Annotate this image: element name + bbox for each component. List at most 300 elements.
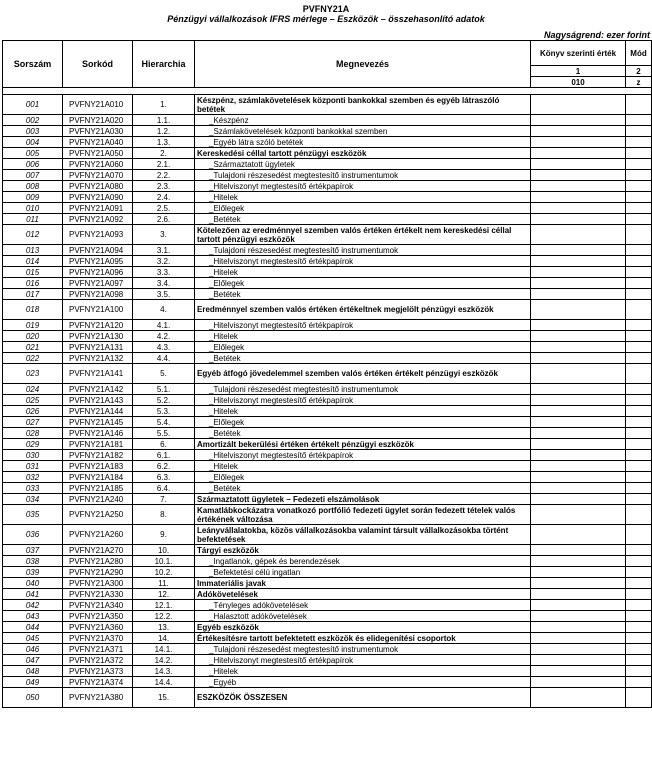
row-megnevezes: _Egyéb xyxy=(195,677,531,688)
row-sorkod: PVFNY21A371 xyxy=(63,644,133,655)
row-konyv-value[interactable] xyxy=(531,505,626,525)
row-mod-value[interactable] xyxy=(626,406,652,417)
row-mod-value[interactable] xyxy=(626,525,652,545)
row-sorszam: 046 xyxy=(3,644,63,655)
table-row xyxy=(3,320,652,331)
table-row xyxy=(3,395,652,406)
row-sorkod: PVFNY21A330 xyxy=(63,589,133,600)
row-mod-value[interactable] xyxy=(626,395,652,406)
row-konyv-value[interactable] xyxy=(531,622,626,633)
table-row xyxy=(3,589,652,600)
row-mod-value[interactable] xyxy=(626,115,652,126)
table-row xyxy=(3,450,652,461)
row-mod-value[interactable] xyxy=(626,278,652,289)
row-sorkod: PVFNY21A093 xyxy=(63,225,133,245)
row-sorkod: PVFNY21A091 xyxy=(63,203,133,214)
table-row xyxy=(3,300,652,320)
row-hierarchia: 4.3. xyxy=(133,342,195,353)
row-sorszam: 014 xyxy=(3,256,63,267)
row-konyv-value[interactable] xyxy=(531,95,626,115)
row-sorkod: PVFNY21A141 xyxy=(63,364,133,384)
row-sorkod: PVFNY21A145 xyxy=(63,417,133,428)
row-megnevezes: _Előlegek xyxy=(195,472,531,483)
row-megnevezes: Értékesítésre tartott befektetett eszközök és elidegenítési csoportok xyxy=(195,633,531,644)
row-konyv-value[interactable] xyxy=(531,126,626,137)
row-mod-value[interactable] xyxy=(626,331,652,342)
row-sorkod: PVFNY21A030 xyxy=(63,126,133,137)
row-konyv-value[interactable] xyxy=(531,611,626,622)
row-mod-value[interactable] xyxy=(626,600,652,611)
row-konyv-value[interactable] xyxy=(531,395,626,406)
row-hierarchia: 6.2. xyxy=(133,461,195,472)
row-konyv-value[interactable] xyxy=(531,545,626,556)
col-header-sorkod: Sorkód xyxy=(63,41,133,88)
row-mod-value[interactable] xyxy=(626,450,652,461)
row-megnevezes: _Betétek xyxy=(195,214,531,225)
table-row xyxy=(3,364,652,384)
row-konyv-value[interactable] xyxy=(531,472,626,483)
row-mod-value[interactable] xyxy=(626,461,652,472)
row-sorkod: PVFNY21A094 xyxy=(63,245,133,256)
col-num-mod: 2 xyxy=(626,66,652,77)
table-row xyxy=(3,214,652,225)
row-sorkod: PVFNY21A060 xyxy=(63,159,133,170)
table-row xyxy=(3,578,652,589)
row-mod-value[interactable] xyxy=(626,417,652,428)
row-konyv-value[interactable] xyxy=(531,342,626,353)
row-megnevezes: Amortizált bekerülési értéken értékelt pénzügyi eszközök xyxy=(195,439,531,450)
row-konyv-value[interactable] xyxy=(531,115,626,126)
row-megnevezes: Egyéb eszközök xyxy=(195,622,531,633)
row-hierarchia: 1.2. xyxy=(133,126,195,137)
row-mod-value[interactable] xyxy=(626,267,652,278)
row-sorszam: 018 xyxy=(3,300,63,320)
row-mod-value[interactable] xyxy=(626,192,652,203)
row-mod-value[interactable] xyxy=(626,556,652,567)
row-hierarchia: 9. xyxy=(133,525,195,545)
row-hierarchia: 13. xyxy=(133,622,195,633)
row-sorszam: 019 xyxy=(3,320,63,331)
row-hierarchia: 1. xyxy=(133,95,195,115)
row-hierarchia: 4.1. xyxy=(133,320,195,331)
table-row xyxy=(3,644,652,655)
row-sorkod: PVFNY21A080 xyxy=(63,181,133,192)
row-mod-value[interactable] xyxy=(626,126,652,137)
row-hierarchia: 6.1. xyxy=(133,450,195,461)
row-konyv-value[interactable] xyxy=(531,148,626,159)
row-hierarchia: 4. xyxy=(133,300,195,320)
row-sorszam: 025 xyxy=(3,395,63,406)
row-sorszam: 037 xyxy=(3,545,63,556)
row-sorszam: 036 xyxy=(3,525,63,545)
row-konyv-value[interactable] xyxy=(531,655,626,666)
row-mod-value[interactable] xyxy=(626,256,652,267)
row-sorkod: PVFNY21A098 xyxy=(63,289,133,300)
col-num-konyv: 1 xyxy=(531,66,626,77)
col-code-konyv: 010 xyxy=(531,77,626,88)
row-megnevezes: _Tulajdoni részesedést megtestesítő instrumentumok xyxy=(195,170,531,181)
row-megnevezes: _Tulajdoni részesedést megtestesítő instrumentumok xyxy=(195,384,531,395)
row-megnevezes: _Egyéb látra szóló betétek xyxy=(195,137,531,148)
row-sorkod: PVFNY21A095 xyxy=(63,256,133,267)
table-row xyxy=(3,483,652,494)
row-sorszam: 038 xyxy=(3,556,63,567)
row-sorkod: PVFNY21A090 xyxy=(63,192,133,203)
row-konyv-value[interactable] xyxy=(531,483,626,494)
row-sorszam: 033 xyxy=(3,483,63,494)
row-mod-value[interactable] xyxy=(626,159,652,170)
row-konyv-value[interactable] xyxy=(531,364,626,384)
row-hierarchia: 3.4. xyxy=(133,278,195,289)
row-konyv-value[interactable] xyxy=(531,589,626,600)
row-konyv-value[interactable] xyxy=(531,406,626,417)
table-row xyxy=(3,633,652,644)
row-konyv-value[interactable] xyxy=(531,556,626,567)
row-megnevezes: _Hitelek xyxy=(195,666,531,677)
row-konyv-value[interactable] xyxy=(531,289,626,300)
row-konyv-value[interactable] xyxy=(531,170,626,181)
row-mod-value[interactable] xyxy=(626,677,652,688)
row-mod-value[interactable] xyxy=(626,428,652,439)
row-hierarchia: 5.2. xyxy=(133,395,195,406)
row-megnevezes: _Halasztott adókövetelések xyxy=(195,611,531,622)
row-sorkod: PVFNY21A092 xyxy=(63,214,133,225)
row-sorszam: 007 xyxy=(3,170,63,181)
row-hierarchia: 5.1. xyxy=(133,384,195,395)
table-row xyxy=(3,245,652,256)
table-row xyxy=(3,181,652,192)
table-row xyxy=(3,525,652,545)
row-megnevezes: Egyéb átfogó jövedelemmel szemben valós értéken értékelt pénzügyi eszközök xyxy=(195,364,531,384)
row-hierarchia: 5. xyxy=(133,364,195,384)
row-sorszam: 027 xyxy=(3,417,63,428)
table-row xyxy=(3,192,652,203)
row-sorkod: PVFNY21A374 xyxy=(63,677,133,688)
row-sorkod: PVFNY21A340 xyxy=(63,600,133,611)
row-mod-value[interactable] xyxy=(626,578,652,589)
row-mod-value[interactable] xyxy=(626,214,652,225)
header-spacer xyxy=(3,88,652,95)
table-row xyxy=(3,225,652,245)
row-hierarchia: 12.1. xyxy=(133,600,195,611)
row-sorszam: 045 xyxy=(3,633,63,644)
table-row xyxy=(3,256,652,267)
row-sorszam: 026 xyxy=(3,406,63,417)
row-mod-value[interactable] xyxy=(626,245,652,256)
table-row xyxy=(3,666,652,677)
row-sorkod: PVFNY21A100 xyxy=(63,300,133,320)
row-megnevezes: _Betétek xyxy=(195,353,531,364)
row-hierarchia: 5.3. xyxy=(133,406,195,417)
row-hierarchia: 5.5. xyxy=(133,428,195,439)
row-megnevezes: _Készpénz xyxy=(195,115,531,126)
row-megnevezes: _Hitelviszonyt megtestesítő értékpapírok xyxy=(195,450,531,461)
row-mod-value[interactable] xyxy=(626,289,652,300)
row-mod-value[interactable] xyxy=(626,545,652,556)
table-row xyxy=(3,342,652,353)
row-konyv-value[interactable] xyxy=(531,137,626,148)
table-row xyxy=(3,267,652,278)
row-sorszam: 021 xyxy=(3,342,63,353)
row-konyv-value[interactable] xyxy=(531,578,626,589)
row-mod-value[interactable] xyxy=(626,505,652,525)
row-megnevezes: _Hitelviszonyt megtestesítő értékpapírok xyxy=(195,395,531,406)
row-sorkod: PVFNY21A097 xyxy=(63,278,133,289)
table-row xyxy=(3,159,652,170)
row-konyv-value[interactable] xyxy=(531,450,626,461)
row-konyv-value[interactable] xyxy=(531,245,626,256)
row-konyv-value[interactable] xyxy=(531,300,626,320)
row-hierarchia: 6.3. xyxy=(133,472,195,483)
row-megnevezes: _Hitelek xyxy=(195,461,531,472)
row-sorszam: 004 xyxy=(3,137,63,148)
row-sorkod: PVFNY21A130 xyxy=(63,331,133,342)
row-sorszam: 040 xyxy=(3,578,63,589)
row-konyv-value[interactable] xyxy=(531,384,626,395)
row-hierarchia: 2.6. xyxy=(133,214,195,225)
table-row xyxy=(3,126,652,137)
row-sorszam: 001 xyxy=(3,95,63,115)
row-sorszam: 003 xyxy=(3,126,63,137)
row-sorszam: 043 xyxy=(3,611,63,622)
row-mod-value[interactable] xyxy=(626,203,652,214)
row-sorszam: 013 xyxy=(3,245,63,256)
row-sorkod: PVFNY21A040 xyxy=(63,137,133,148)
row-hierarchia: 10. xyxy=(133,545,195,556)
row-hierarchia: 5.4. xyxy=(133,417,195,428)
row-mod-value[interactable] xyxy=(626,633,652,644)
row-konyv-value[interactable] xyxy=(531,494,626,505)
row-hierarchia: 14.4. xyxy=(133,677,195,688)
row-megnevezes: Eredménnyel szemben valós értéken értékeltnek megjelölt pénzügyi eszközök xyxy=(195,300,531,320)
table-row xyxy=(3,353,652,364)
row-hierarchia: 4.4. xyxy=(133,353,195,364)
row-sorszam: 030 xyxy=(3,450,63,461)
row-sorkod: PVFNY21A300 xyxy=(63,578,133,589)
row-sorkod: PVFNY21A146 xyxy=(63,428,133,439)
row-sorkod: PVFNY21A131 xyxy=(63,342,133,353)
row-konyv-value[interactable] xyxy=(531,677,626,688)
row-mod-value[interactable] xyxy=(626,181,652,192)
row-mod-value[interactable] xyxy=(626,611,652,622)
row-mod-value[interactable] xyxy=(626,170,652,181)
row-mod-value[interactable] xyxy=(626,666,652,677)
table-row xyxy=(3,289,652,300)
row-sorkod: PVFNY21A290 xyxy=(63,567,133,578)
row-hierarchia: 14. xyxy=(133,633,195,644)
table-row xyxy=(3,494,652,505)
row-megnevezes: ESZKÖZÖK ÖSSZESEN xyxy=(195,688,531,708)
row-megnevezes: Származtatott ügyletek – Fedezeti elszámolások xyxy=(195,494,531,505)
row-sorszam: 031 xyxy=(3,461,63,472)
row-megnevezes: _Ingatlanok, gépek és berendezések xyxy=(195,556,531,567)
row-mod-value[interactable] xyxy=(626,655,652,666)
row-konyv-value[interactable] xyxy=(531,278,626,289)
row-mod-value[interactable] xyxy=(626,567,652,578)
row-sorkod: PVFNY21A183 xyxy=(63,461,133,472)
table-row xyxy=(3,545,652,556)
row-konyv-value[interactable] xyxy=(531,331,626,342)
unit-label: Nagyságrend: ezer forint xyxy=(543,30,650,40)
row-konyv-value[interactable] xyxy=(531,225,626,245)
row-sorszam: 029 xyxy=(3,439,63,450)
row-sorkod: PVFNY21A370 xyxy=(63,633,133,644)
row-megnevezes: _Tényleges adókövetelések xyxy=(195,600,531,611)
table-row xyxy=(3,170,652,181)
table-row xyxy=(3,688,652,708)
row-hierarchia: 11. xyxy=(133,578,195,589)
row-hierarchia: 2.5. xyxy=(133,203,195,214)
row-konyv-value[interactable] xyxy=(531,320,626,331)
row-mod-value[interactable] xyxy=(626,364,652,384)
row-hierarchia: 3. xyxy=(133,225,195,245)
row-sorszam: 015 xyxy=(3,267,63,278)
row-mod-value[interactable] xyxy=(626,320,652,331)
row-mod-value[interactable] xyxy=(626,95,652,115)
row-megnevezes: _Hitelviszonyt megtestesítő értékpapírok xyxy=(195,256,531,267)
row-megnevezes: Kötelezően az eredménnyel szemben valós értéken értékelt nem kereskedési céllal tartott pénzügyi eszközök xyxy=(195,225,531,245)
col-header-konyv: Könyv szerinti érték xyxy=(531,41,626,66)
row-hierarchia: 2. xyxy=(133,148,195,159)
row-hierarchia: 14.1. xyxy=(133,644,195,655)
row-hierarchia: 12.2. xyxy=(133,611,195,622)
row-megnevezes: _Hitelviszonyt megtestesítő értékpapírok xyxy=(195,181,531,192)
table-row xyxy=(3,439,652,450)
row-sorkod: PVFNY21A380 xyxy=(63,688,133,708)
row-sorszam: 005 xyxy=(3,148,63,159)
row-konyv-value[interactable] xyxy=(531,203,626,214)
row-sorszam: 012 xyxy=(3,225,63,245)
row-megnevezes: Adókövetelések xyxy=(195,589,531,600)
row-hierarchia: 14.3. xyxy=(133,666,195,677)
row-sorkod: PVFNY21A144 xyxy=(63,406,133,417)
row-megnevezes: _Előlegek xyxy=(195,203,531,214)
row-megnevezes: _Betétek xyxy=(195,483,531,494)
row-mod-value[interactable] xyxy=(626,137,652,148)
row-megnevezes: Tárgyi eszközök xyxy=(195,545,531,556)
row-megnevezes: _Hitelek xyxy=(195,192,531,203)
row-sorszam: 048 xyxy=(3,666,63,677)
col-header-hierarchia: Hierarchia xyxy=(133,41,195,88)
row-megnevezes: _Előlegek xyxy=(195,278,531,289)
row-mod-value[interactable] xyxy=(626,622,652,633)
row-hierarchia: 8. xyxy=(133,505,195,525)
row-konyv-value[interactable] xyxy=(531,666,626,677)
table-row xyxy=(3,95,652,115)
row-konyv-value[interactable] xyxy=(531,192,626,203)
row-konyv-value[interactable] xyxy=(531,600,626,611)
row-megnevezes: _Tulajdoni részesedést megtestesítő instrumentumok xyxy=(195,644,531,655)
row-mod-value[interactable] xyxy=(626,225,652,245)
row-hierarchia: 2.2. xyxy=(133,170,195,181)
row-konyv-value[interactable] xyxy=(531,567,626,578)
row-konyv-value[interactable] xyxy=(531,428,626,439)
form-subtitle: Pénzügyi vállalkozások IFRS mérlege – Eszközök – összehasonlító adatok xyxy=(167,14,485,24)
row-konyv-value[interactable] xyxy=(531,267,626,278)
row-hierarchia: 10.1. xyxy=(133,556,195,567)
row-megnevezes: _Befektetési célú ingatlan xyxy=(195,567,531,578)
row-sorkod: PVFNY21A270 xyxy=(63,545,133,556)
row-sorszam: 050 xyxy=(3,688,63,708)
row-megnevezes: _Hitelek xyxy=(195,406,531,417)
row-konyv-value[interactable] xyxy=(531,439,626,450)
row-konyv-value[interactable] xyxy=(531,525,626,545)
row-sorszam: 008 xyxy=(3,181,63,192)
row-sorszam: 016 xyxy=(3,278,63,289)
row-konyv-value[interactable] xyxy=(531,159,626,170)
row-sorszam: 028 xyxy=(3,428,63,439)
row-hierarchia: 3.5. xyxy=(133,289,195,300)
row-sorkod: PVFNY21A050 xyxy=(63,148,133,159)
row-konyv-value[interactable] xyxy=(531,214,626,225)
row-mod-value[interactable] xyxy=(626,342,652,353)
row-mod-value[interactable] xyxy=(626,300,652,320)
row-sorszam: 041 xyxy=(3,589,63,600)
row-sorkod: PVFNY21A185 xyxy=(63,483,133,494)
row-hierarchia: 12. xyxy=(133,589,195,600)
row-konyv-value[interactable] xyxy=(531,688,626,708)
table-row xyxy=(3,677,652,688)
row-sorszam: 049 xyxy=(3,677,63,688)
row-mod-value[interactable] xyxy=(626,688,652,708)
row-sorkod: PVFNY21A020 xyxy=(63,115,133,126)
row-sorkod: PVFNY21A250 xyxy=(63,505,133,525)
row-mod-value[interactable] xyxy=(626,472,652,483)
table-row xyxy=(3,556,652,567)
row-hierarchia: 2.3. xyxy=(133,181,195,192)
row-konyv-value[interactable] xyxy=(531,256,626,267)
row-sorszam: 042 xyxy=(3,600,63,611)
row-konyv-value[interactable] xyxy=(531,181,626,192)
row-megnevezes: _Hitelviszonyt megtestesítő értékpapírok xyxy=(195,655,531,666)
row-mod-value[interactable] xyxy=(626,148,652,159)
row-konyv-value[interactable] xyxy=(531,461,626,472)
row-mod-value[interactable] xyxy=(626,439,652,450)
table-row xyxy=(3,461,652,472)
row-hierarchia: 2.1. xyxy=(133,159,195,170)
row-megnevezes: Immateriális javak xyxy=(195,578,531,589)
row-mod-value[interactable] xyxy=(626,644,652,655)
row-sorkod: PVFNY21A143 xyxy=(63,395,133,406)
row-sorszam: 047 xyxy=(3,655,63,666)
row-mod-value[interactable] xyxy=(626,483,652,494)
row-konyv-value[interactable] xyxy=(531,644,626,655)
row-mod-value[interactable] xyxy=(626,353,652,364)
row-konyv-value[interactable] xyxy=(531,353,626,364)
table-row xyxy=(3,472,652,483)
row-sorkod: PVFNY21A182 xyxy=(63,450,133,461)
table-row xyxy=(3,331,652,342)
table-row xyxy=(3,406,652,417)
row-konyv-value[interactable] xyxy=(531,417,626,428)
row-megnevezes: Készpénz, számlakövetelések központi bankokkal szemben és egyéb látraszóló betétek xyxy=(195,95,531,115)
row-sorszam: 035 xyxy=(3,505,63,525)
row-konyv-value[interactable] xyxy=(531,633,626,644)
row-megnevezes: _Előlegek xyxy=(195,417,531,428)
row-sorkod: PVFNY21A132 xyxy=(63,353,133,364)
table-row xyxy=(3,428,652,439)
table-row xyxy=(3,137,652,148)
row-mod-value[interactable] xyxy=(626,494,652,505)
row-sorkod: PVFNY21A070 xyxy=(63,170,133,181)
row-hierarchia: 6.4. xyxy=(133,483,195,494)
row-mod-value[interactable] xyxy=(626,589,652,600)
row-mod-value[interactable] xyxy=(626,384,652,395)
row-sorkod: PVFNY21A096 xyxy=(63,267,133,278)
row-sorszam: 006 xyxy=(3,159,63,170)
row-sorkod: PVFNY21A010 xyxy=(63,95,133,115)
row-sorszam: 023 xyxy=(3,364,63,384)
